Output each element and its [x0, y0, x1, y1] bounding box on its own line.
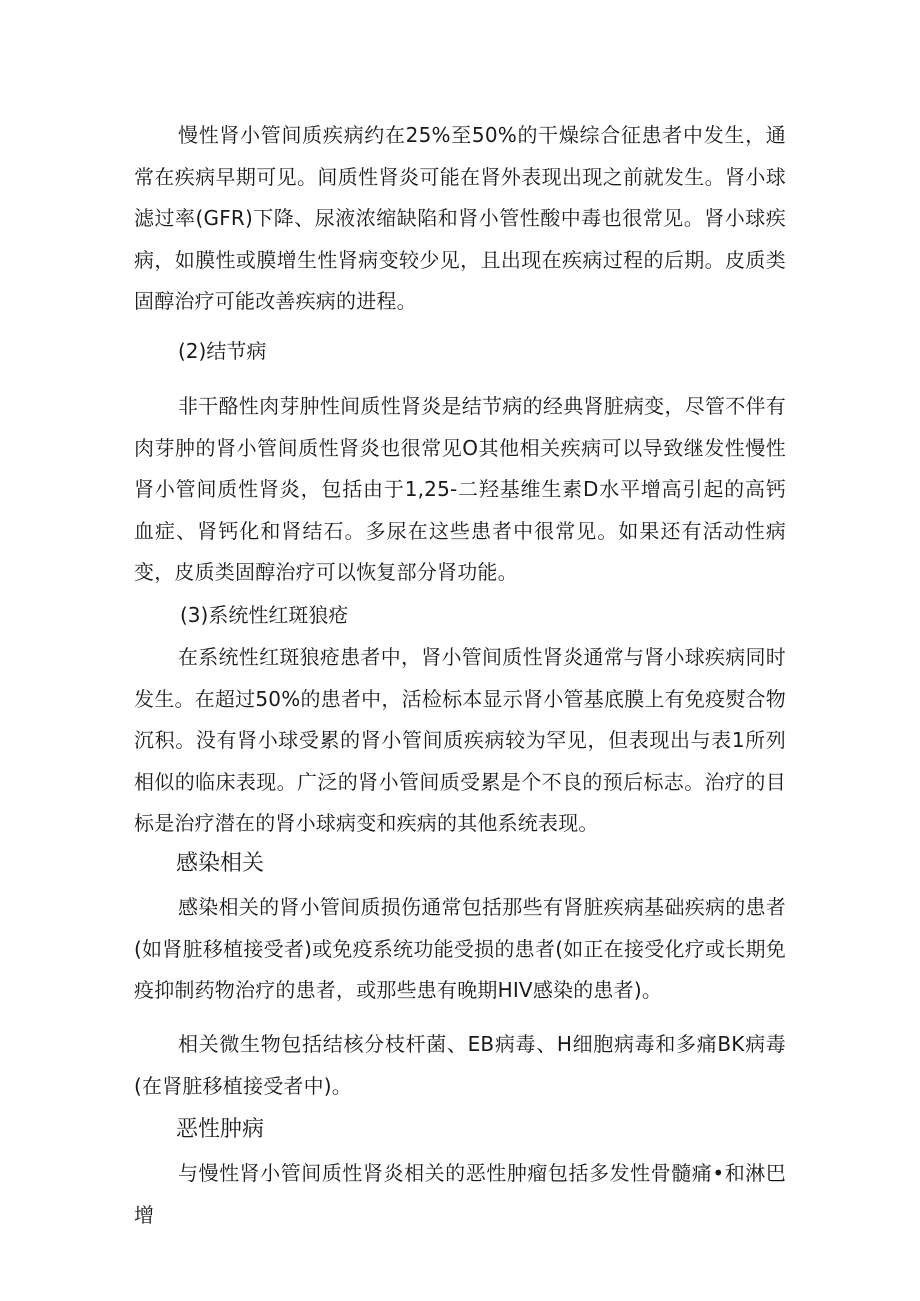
section-title-infection: 感染相关 — [176, 851, 265, 876]
paragraph-lupus: 在系统性红斑狼疮患者中，肾小管间质性肾炎通常与肾小球疾病同时发生。在超过50%的患者中，活检标本显示肾小管基底膜上有免疫熨合物沉积。没有肾小球受累的肾小管间质疾病较为罕见，但表现出与表1所列相似的临床表现。广泛的肾小管间质受累是个不良的预后标志。治疗的目标是治疗潜在的肾小球病变和疾病的其他系统表现。 — [134, 645, 786, 835]
subheading-sarcoidosis: (2)结节病 — [178, 339, 267, 363]
paragraph-microorganisms: 相关微生物包括结核分枝杆菌、EB病毒、H细胞病毒和多痛BK病毒(在肾脏移植接受者中)。 — [134, 1032, 786, 1098]
section-title-malignancy: 恶性肿病 — [176, 1117, 265, 1142]
paragraph-sarcoidosis: 非干酪性肉芽肿性间质性肾炎是结节病的经典肾脏病变，尽管不伴有肉芽肿的肾小管间质性肾炎也很常见O其他相关疾病可以导致继发性慢性肾小管间质性肾炎，包括由于1,25-二羟基维生素D水平增高引起的高钙血症、肾钙化和肾结石。多尿在这些患者中很常见。如果还有活动性病变，皮质类固醇治疗可以恢复部分肾功能。 — [134, 394, 786, 584]
paragraph-infection: 感染相关的肾小管间质损伤通常包括那些有肾脏疾病基础疾病的患者(如肾脏移植接受者)或免疫系统功能受损的患者(如正在接受化疗或长期免疫抑制药物治疗的患者，或那些患有晚期HIV感染的患者)。 — [134, 895, 786, 1002]
paragraph-malignancy: 与慢性肾小管间质性肾炎相关的恶性肿瘤包括多发性骨髓痛•和淋巴增 — [134, 1161, 786, 1227]
subheading-lupus: (3)系统性红斑狼疮 — [180, 603, 349, 627]
paragraph-sjogren: 慢性肾小管间质疾病约在25%至50%的干燥综合征患者中发生，通常在疾病早期可见。间质性肾炎可能在肾外表现出现之前就发生。肾小球滤过率(GFR)下降、尿液浓缩缺陷和肾小管性酸中毒也很常见。肾小球疾病，如膜性或膜增生性肾病变较少见，且出现在疾病过程的后期。皮质类固醇治疗可能改善疾病的进程。 — [134, 123, 786, 313]
